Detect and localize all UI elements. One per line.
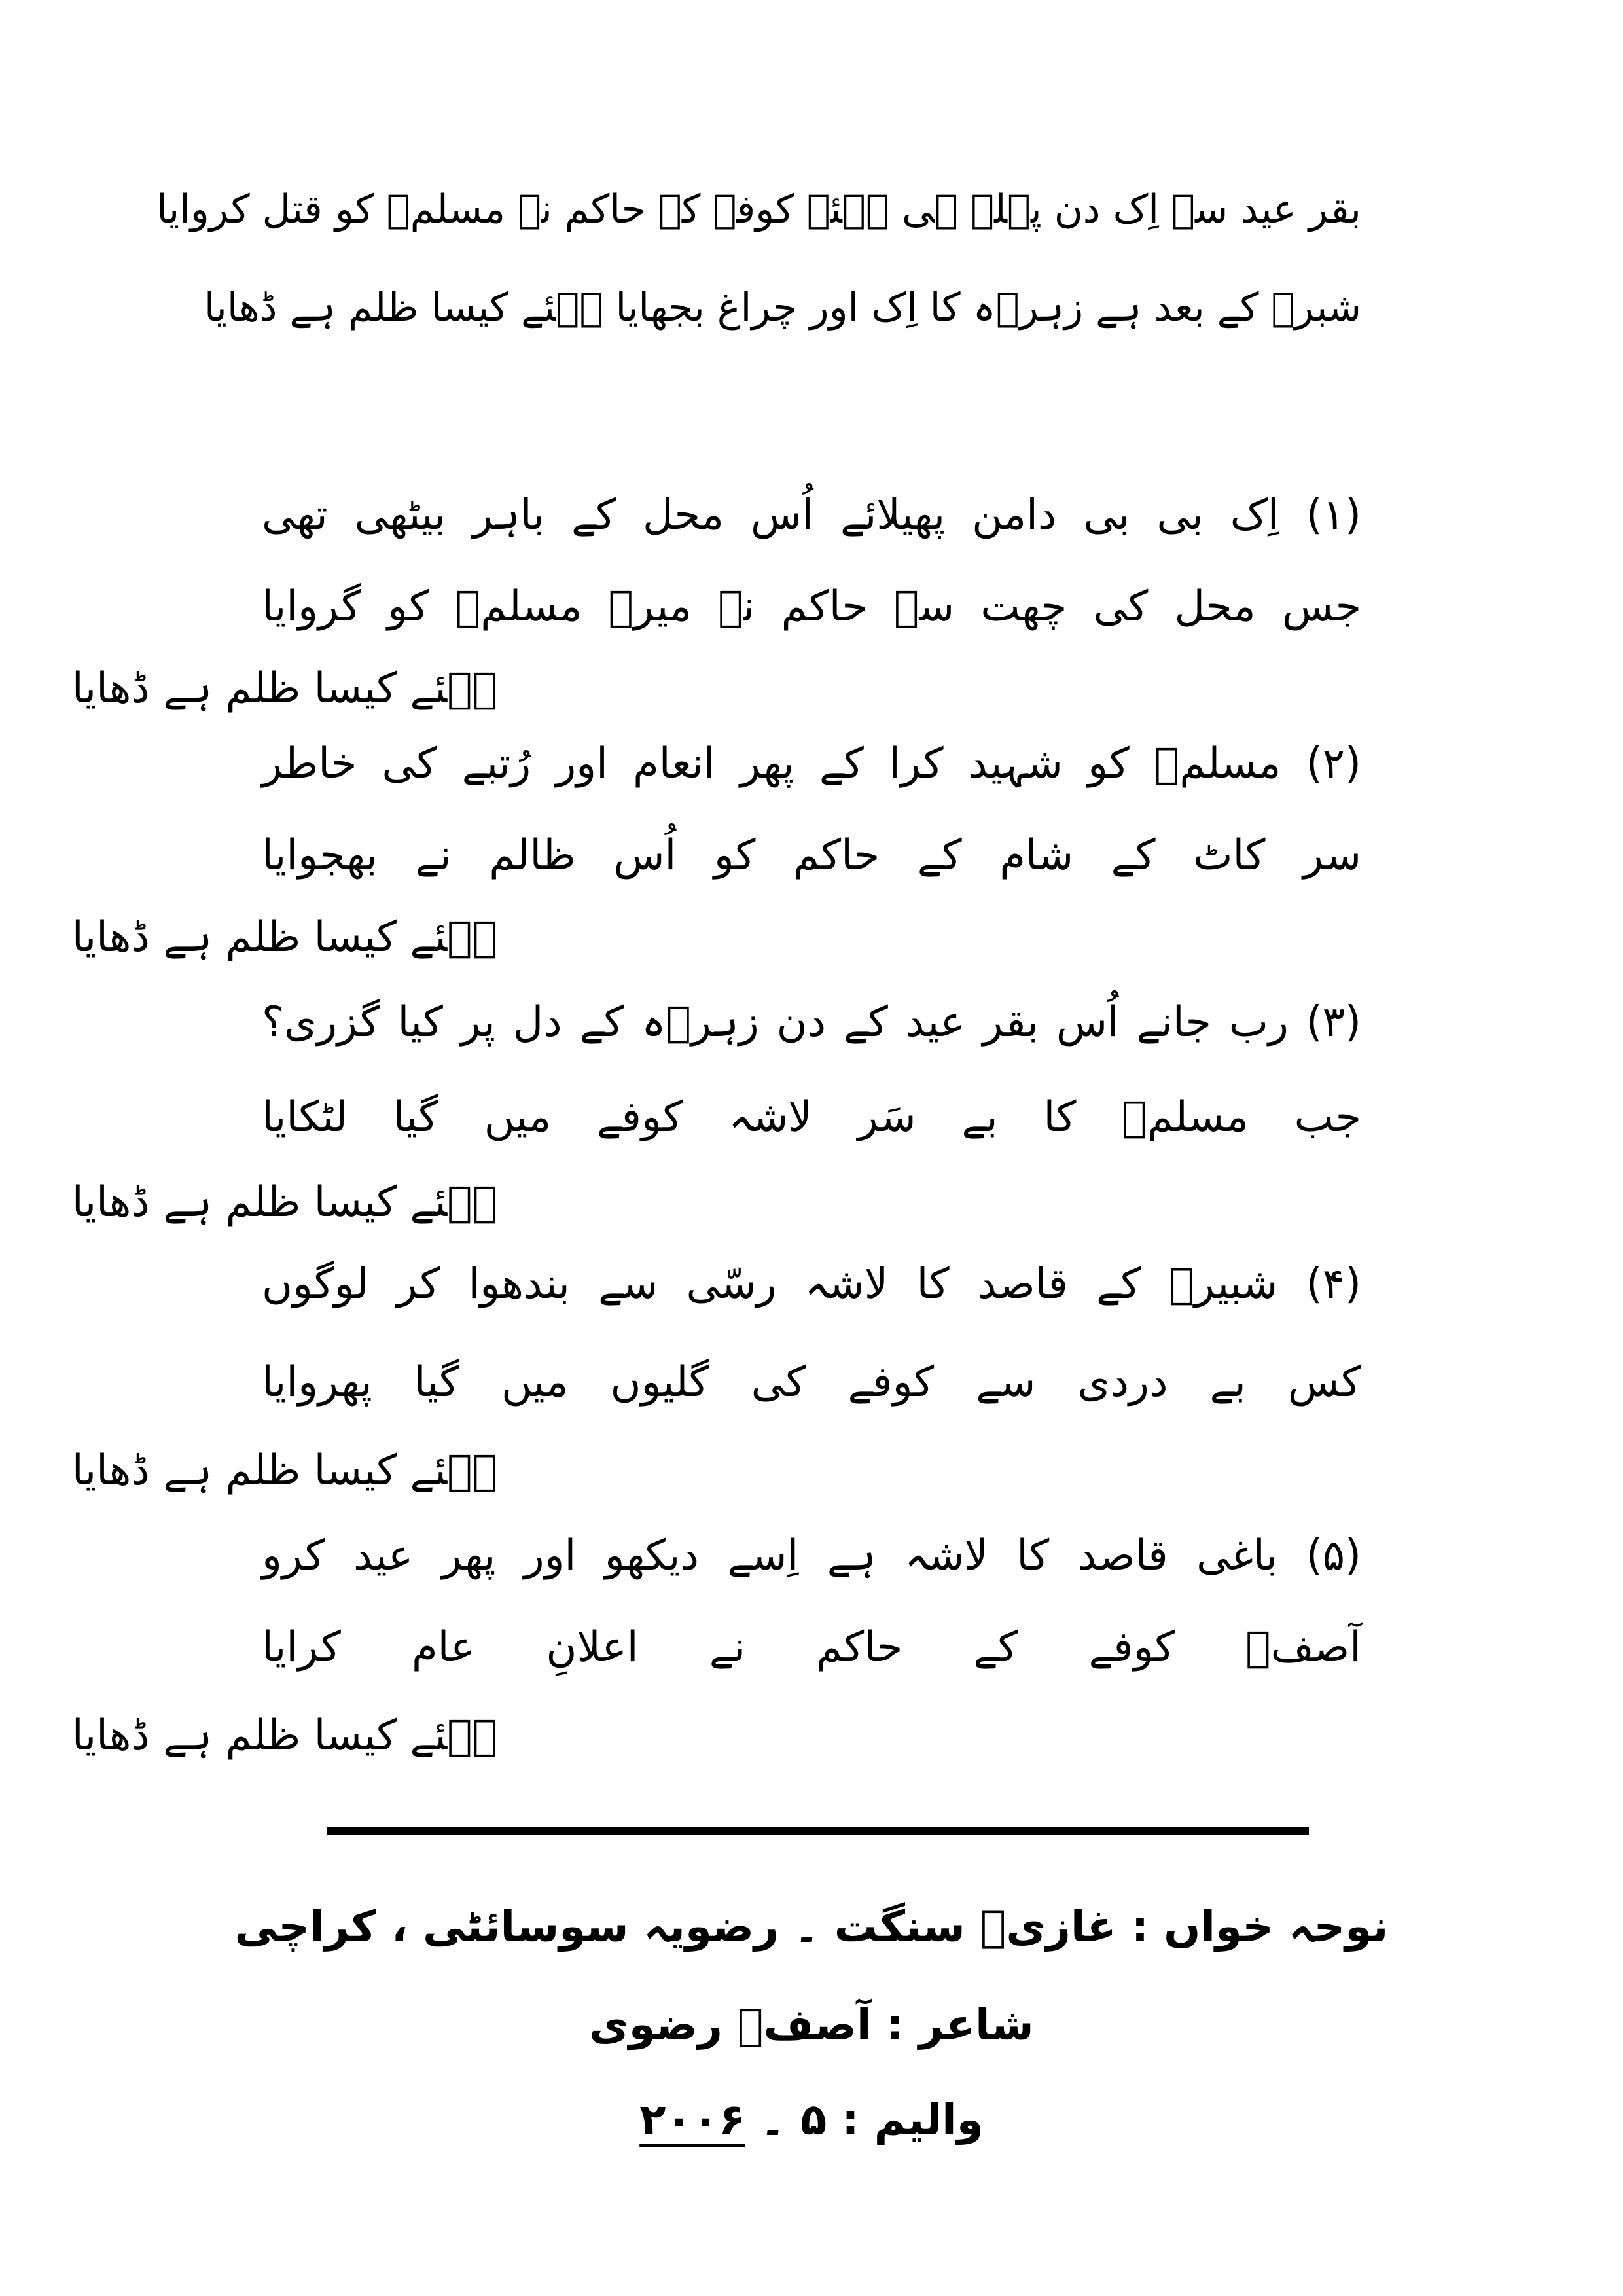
- volume-label: والیم : ۵ ۔: [760, 2094, 984, 2145]
- stanza-3-line-2: جب مسلمؑ کا بے سَر لاشہ کوفے میں گیا لٹکایا: [262, 1093, 1361, 1141]
- volume-year: ۲۰۰۶: [639, 2094, 745, 2145]
- stanza-5-line-1: (۵) باغی قاصد کا لاشہ ہے اِسے دیکھو اور پھر عید کرو: [262, 1532, 1361, 1580]
- volume-credit: [0, 2094, 1623, 2145]
- stanza-4-line-2: کس بے دردی سے کوفے کی گلیوں میں گیا پھروایا: [262, 1358, 1361, 1407]
- stanza-5-line-2: آصفؔ کوفے کے حاکم نے اعلانِ عام کرایا: [262, 1623, 1361, 1672]
- stanza-3-line-1: (۳) رب جانے اُس بقر عید کے دن زہرؑہ کے دل پر کیا گزری؟: [262, 998, 1361, 1047]
- opening-line-1: بقر عید سے اِک دن پہلے ہی ہٙئے کوفے کے حاکم نے مسلمؑ کو قتل کروایا: [156, 187, 1361, 232]
- stanza-1-line-1: (۱) اِک بی بی دامن پھیلائے اُس محل کے باہر بیٹھی تھی: [262, 491, 1361, 539]
- refrain-1: ہٙئے کیسا ظلم ہے ڈھایا: [71, 664, 497, 713]
- refrain-5: ہٙئے کیسا ظلم ہے ڈھایا: [71, 1712, 497, 1760]
- refrain-3: ہٙئے کیسا ظلم ہے ڈھایا: [71, 1178, 497, 1227]
- opening-line-2: شبرؑ کے بعد ہے زہرؑہ کا اِک اور چراغ بجھایا ہٙئے کیسا ظلم ہے ڈھایا: [204, 285, 1361, 331]
- stanza-4-line-1: (۴) شبیرؑ کے قاصد کا لاشہ رسّی سے بندھوا کر لوگوں: [262, 1260, 1361, 1308]
- poet-credit: شاعر : آصفؔ رضوی: [589, 2000, 1034, 2050]
- refrain-2: ہٙئے کیسا ظلم ہے ڈھایا: [71, 913, 497, 961]
- stanza-1-line-2: جس محل کی چھت سے حاکم نے میرے مسلمؑ کو گروایا: [262, 583, 1361, 631]
- divider-rule: [327, 1827, 1309, 1835]
- refrain-4: ہٙئے کیسا ظلم ہے ڈھایا: [71, 1446, 497, 1495]
- stanza-2-line-2: سر کاٹ کے شام کے حاکم کو اُس ظالم نے بھجوایا: [262, 831, 1361, 880]
- reciter-credit: نوحہ خواں : غازیؑ سنگت ۔ رضویہ سوسائٹی ، کراچی: [234, 1901, 1389, 1952]
- stanza-2-line-1: (۲) مسلمؑ کو شہید کرا کے پھر انعام اور رُتبے کی خاطر: [262, 740, 1361, 788]
